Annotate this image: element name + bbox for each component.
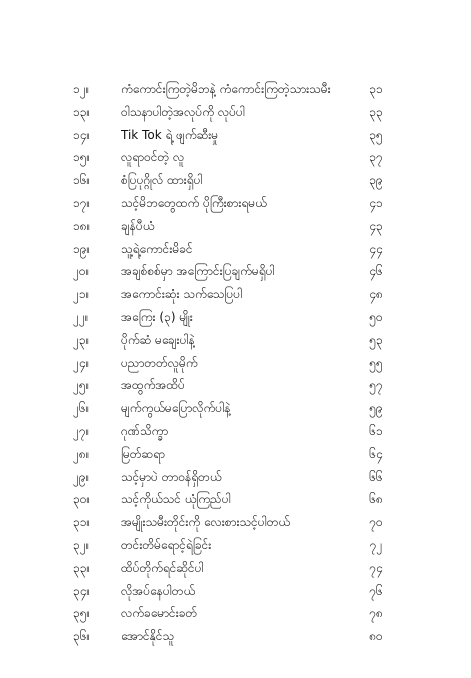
toc-entry <box>0 146 471 169</box>
toc-entry-page: ၄၁ <box>369 195 383 210</box>
toc-entry <box>0 306 471 329</box>
toc-entry-number: ၁၂။ <box>73 82 90 96</box>
toc-entry-number: ၁၈။ <box>73 218 91 233</box>
toc-entry <box>0 352 471 375</box>
toc-entry <box>0 511 471 534</box>
toc-entry-page: ၇၈ <box>369 606 383 621</box>
toc-entry-number: ၃၄။ <box>73 583 91 598</box>
toc-entry-page: ၆၄ <box>369 446 383 461</box>
toc-entry-title: သင့်မိဘတွေထက် ပိုကြီးစားရမယ် <box>121 195 267 210</box>
toc-entry-page: ၃၉ <box>369 173 383 188</box>
toc-entry-number: ၃၁။ <box>73 515 91 530</box>
toc-entry-page: ၆၈ <box>369 492 383 507</box>
toc-entry-title: မြတ်ဆရာ <box>121 446 165 461</box>
toc-entry-number: ၂၈။ <box>73 446 90 461</box>
toc-entry-title: သင့်ကိုယ်သင် ယုံကြည်ပါ <box>121 492 231 507</box>
toc-entry-title: လူရာဝင်တဲ့ လူ <box>121 150 185 165</box>
toc-entry-number: ၃၆။ <box>73 629 91 644</box>
toc-entry-title: အကြေး (၃) မျိုး <box>121 309 193 324</box>
toc-entry-title: အမျိုးသမီးတိုင်းကို လေးစားသင့်ပါတယ် <box>121 515 291 530</box>
toc-entry-number: ၁၄။ <box>73 127 91 142</box>
toc-entry-number: ၁၅။ <box>73 150 91 165</box>
toc-entry <box>0 192 471 215</box>
toc-entry-title: Tik Tok ရဲ့ ဖျက်ဆီးမှု <box>121 127 219 142</box>
toc-entry <box>0 580 471 603</box>
toc-entry-page: ၇၀ <box>369 515 383 530</box>
toc-entry-number: ၂၁။ <box>73 287 90 302</box>
toc-entry-page: ၃၁ <box>369 82 383 96</box>
toc-entry <box>0 238 471 261</box>
toc-entry-number: ၂၃။ <box>73 332 90 347</box>
toc-entry-page: ၅၅ <box>369 355 383 370</box>
toc-entry-page: ၄၈ <box>369 287 383 302</box>
toc-entry-title: လက်ခမောင်းခတ် <box>121 606 198 621</box>
toc-entry-title: မျက်ကွယ်မပြောလိုက်ပါနဲ့ <box>121 401 231 416</box>
toc-entry-page: ၆၁ <box>369 423 383 438</box>
toc-entry-number: ၃၀။ <box>73 492 91 507</box>
toc-entry <box>0 283 471 306</box>
table-of-contents <box>0 78 471 648</box>
toc-entry-page: ၄၆ <box>369 264 383 279</box>
toc-entry-title: အထွက်အထိပ် <box>121 378 185 393</box>
toc-entry <box>0 534 471 557</box>
toc-entry-title: ချန်ပီယံ <box>121 218 155 233</box>
toc-entry-number: ၂၇။ <box>73 423 90 438</box>
toc-entry-page: ၅၀ <box>369 309 383 324</box>
toc-entry <box>0 602 471 625</box>
toc-entry-title: အောင်နိုင်သူ <box>121 629 175 644</box>
toc-entry-page: ၃၅ <box>369 127 383 142</box>
toc-entry-number: ၁၉။ <box>73 241 91 256</box>
toc-entry-title: ပိုက်ဆံ မချေးပါနဲ့ <box>121 332 195 347</box>
toc-entry-title: တင်းတိမ်ရောင့်ရဲခြင်း <box>121 537 212 552</box>
toc-entry <box>0 329 471 352</box>
toc-entry-title: သူ့ရဲ့ကောင်းမိခင် <box>121 241 193 256</box>
toc-entry <box>0 215 471 238</box>
toc-entry-title: အကောင်းဆုံး သက်သေပြပါ <box>121 287 243 302</box>
toc-entry-page: ၅၃ <box>369 332 383 347</box>
toc-entry-title: စံပြပုဂ္ဂိုလ် ထားရှိပါ <box>121 173 203 188</box>
toc-entry-title: သင့်မှာပဲ တာဝန်ရှိတယ် <box>121 469 222 484</box>
toc-entry-number: ၂၅။ <box>73 378 90 393</box>
toc-entry-page: ၄၃ <box>369 218 383 233</box>
toc-entry-page: ၇၆ <box>369 583 383 598</box>
toc-entry-page: ၃၃ <box>369 104 383 119</box>
toc-entry <box>0 443 471 466</box>
toc-entry-number: ၂၉။ <box>73 469 90 484</box>
toc-entry-page: ၇၂ <box>369 537 383 552</box>
toc-entry-page: ၅၉ <box>369 401 383 416</box>
toc-entry <box>0 466 471 489</box>
toc-entry-page: ၄၄ <box>369 241 383 256</box>
toc-entry-title: ထိပ်တိုက်ရင်ဆိုင်ပါ <box>121 560 204 575</box>
toc-entry-title: ဂုဏ်သိက္ခာ <box>121 423 169 438</box>
toc-entry-number: ၁၃။ <box>73 104 91 119</box>
toc-entry <box>0 625 471 648</box>
toc-entry <box>0 101 471 124</box>
toc-entry-page: ၆၆ <box>369 469 383 484</box>
toc-entry <box>0 420 471 443</box>
toc-entry-page: ၅၇ <box>369 378 383 393</box>
toc-entry-title: အချစ်စစ်မှာ အကြောင်းပြချက်မရှိပါ <box>121 264 275 279</box>
toc-entry <box>0 374 471 397</box>
toc-entry <box>0 557 471 580</box>
toc-entry <box>0 124 471 147</box>
toc-entry-number: ၃၅။ <box>73 606 91 621</box>
toc-entry-number: ၂၆။ <box>73 401 90 416</box>
toc-entry <box>0 169 471 192</box>
toc-entry-page: ၈၀ <box>369 629 383 644</box>
toc-entry-title: လိုအပ်နေပါတယ် <box>121 583 196 598</box>
toc-entry-number: ၂၀။ <box>73 264 90 279</box>
toc-entry-number: ၃၃။ <box>73 560 91 575</box>
toc-entry-number: ၁၇။ <box>73 195 91 210</box>
toc-entry <box>0 260 471 283</box>
toc-entry-number: ၃၂။ <box>73 537 90 552</box>
toc-entry-title: ပညာတတ်လူမိုက် <box>121 355 198 370</box>
toc-entry-number: ၂၄။ <box>73 355 90 370</box>
toc-entry-title: ဝါသနာပါတဲ့အလုပ်ကို လုပ်ပါ <box>121 104 245 119</box>
toc-entry <box>0 488 471 511</box>
toc-entry-number: ၁၆။ <box>73 173 91 188</box>
toc-entry-page: ၇၄ <box>369 560 383 575</box>
toc-entry <box>0 397 471 420</box>
toc-entry-page: ၃၇ <box>369 150 383 165</box>
toc-entry-title: ကံကောင်းကြတဲ့မိဘနဲ့ ကံကောင်းကြတဲ့သားသမီး <box>121 82 331 96</box>
toc-entry-number: ၂၂။ <box>73 309 89 324</box>
toc-entry <box>0 78 471 101</box>
